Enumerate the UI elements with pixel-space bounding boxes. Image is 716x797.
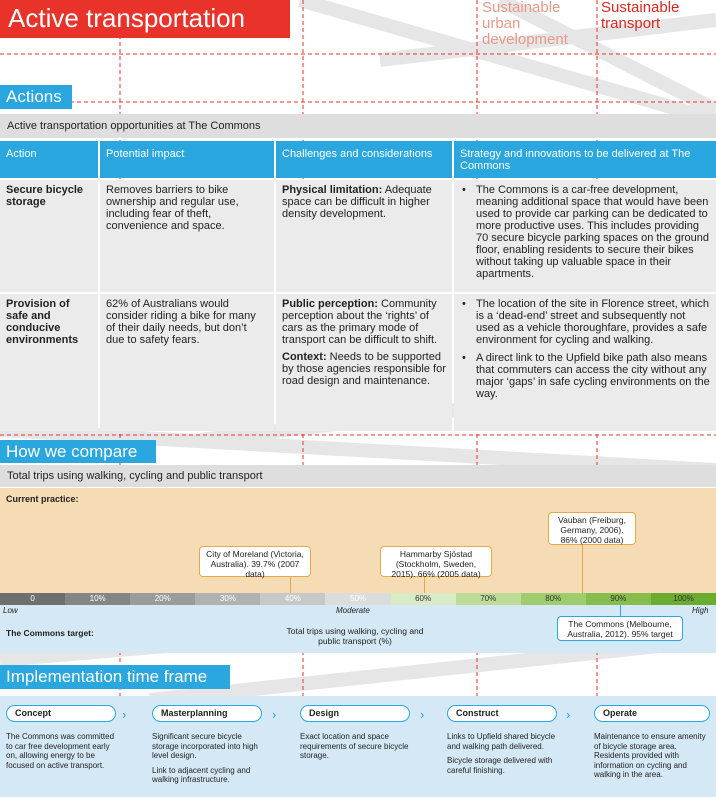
theme-label-transport: Sustainable transport <box>601 0 680 32</box>
challenge-text: Community perception about the ‘rights’ of cars as the primary mode of transport can be difficult to shift. <box>282 298 438 346</box>
challenge-text: Needs to be supported by those agencies responsible for road design and maintenance. <box>282 351 446 387</box>
challenge-label: Public perception: <box>282 298 378 310</box>
challenge-label: Context: <box>282 351 327 363</box>
page-title: Active transportation <box>0 0 290 38</box>
table-cell-strategy <box>454 294 716 431</box>
table-cell-impact: Removes barriers to bike ownership and regular use, including fear of theft, convenience and space. <box>100 180 274 292</box>
scale-segment: 70% <box>456 593 521 605</box>
step-text: Links to Upfield shared bicycle and walking path delivered. <box>447 732 556 751</box>
action-name: Provision of safe and conducive environments <box>6 298 79 346</box>
scale-low-label: Low <box>3 606 18 615</box>
step-label: Construct <box>447 705 557 722</box>
strategy-bullet: • The Commons is a car-free development, meaning additional space that would have been used to provide car parking can be dedicated to more productive uses. This includes providing 70 secure bicycle parking spaces on the ground floor, enabling residents to secure their bikes without taking up valuable space in their apartments. <box>460 184 710 280</box>
actions-table <box>0 141 716 431</box>
step-description <box>447 732 557 775</box>
step-description <box>594 732 710 780</box>
scale-segment: 40% <box>260 593 325 605</box>
table-cell-strategy <box>454 180 716 292</box>
table-cell-impact: 62% of Australians would consider riding a bike for many of their daily needs, but don’t due to safety fears. <box>100 294 274 431</box>
scale-segment: 20% <box>130 593 195 605</box>
scale-caption: Total trips using walking, cycling and public transport (%) <box>286 626 424 646</box>
scale-segment: 60% <box>391 593 456 605</box>
benchmark-callout-vauban: Vauban (Freiburg, Germany, 2006). 86% (2000 data) <box>548 512 636 545</box>
table-cell-challenges <box>276 294 452 431</box>
scale-segment: 50% <box>325 593 390 605</box>
step-text: Bicycle storage delivered with careful finishing. <box>447 756 553 775</box>
step-label: Concept <box>6 705 116 722</box>
theme-label-urban: Sustainable urban development <box>482 0 568 48</box>
timeline-step-construct <box>447 696 557 780</box>
step-text: Maintenance to ensure amenity of bicycle storage area. Residents provided with information on cycling and walking in the area. <box>594 732 706 779</box>
table-cell-action <box>0 294 98 431</box>
scale-segment: 90% <box>586 593 651 605</box>
scale-high-label: High <box>692 606 709 615</box>
strategy-bullet: • The location of the site in Florence street, which is a ‘dead-end’ street and subsequently not used as a vehicle thoroughfare, provides a safe environment for cycling and walking. <box>460 298 710 346</box>
step-description <box>300 732 410 761</box>
step-text: Significant secure bicycle storage incorporated into high level design. <box>152 732 258 760</box>
step-label: Masterplanning <box>152 705 262 722</box>
scale-moderate-label: Moderate <box>336 606 370 615</box>
step-label: Design <box>300 705 410 722</box>
challenge-label: Physical limitation: <box>282 184 383 196</box>
action-name: Secure bicycle storage <box>6 184 84 208</box>
table-cell-action <box>0 180 98 292</box>
scale-segment: 80% <box>521 593 586 605</box>
target-callout-commons: The Commons (Melbourne, Australia, 2012). 95% target <box>557 616 683 641</box>
column-header-action: Action <box>0 141 98 178</box>
timeline-step-operate <box>594 696 710 785</box>
timeline-step-masterplanning <box>152 696 262 790</box>
percentage-scale <box>0 593 716 605</box>
step-description <box>152 732 262 785</box>
target-label: The Commons target: <box>6 628 94 638</box>
challenge-text: Adequate space can be difficult in higher density development. <box>282 184 432 220</box>
chevron-right-icon: › <box>272 707 277 722</box>
step-text: The Commons was committed to car free development early on, allowing energy to be focused on active transport. <box>6 732 115 770</box>
callout-stem <box>620 605 621 616</box>
timeline-panel <box>0 696 716 797</box>
table-cell-challenges <box>276 180 452 292</box>
step-text: Exact location and space requirements of secure bicycle storage. <box>300 732 409 760</box>
chevron-right-icon: › <box>566 707 571 722</box>
current-practice-label: Current practice: <box>6 494 79 504</box>
scale-segment: 0 <box>0 593 65 605</box>
scale-segment: 100% <box>651 593 716 605</box>
chevron-right-icon: › <box>122 707 127 722</box>
benchmark-callout-hammarby: Hammarby Sjöstad (Stockholm, Sweden, 2015). 66% (2005 data) <box>380 546 492 577</box>
callout-stem <box>424 577 425 593</box>
step-text: Link to adjacent cycling and walking infrastructure. <box>152 765 251 784</box>
section-tab-actions: Actions <box>0 85 72 109</box>
timeline-step-design <box>300 696 410 766</box>
section-tab-compare: How we compare <box>0 440 156 463</box>
column-header-strategy: Strategy and innovations to be delivered at The Commons <box>454 141 716 178</box>
step-label: Operate <box>594 705 710 722</box>
section-tab-timeline: Implementation time frame <box>0 665 230 689</box>
comparison-scale-panel <box>0 488 716 653</box>
callout-stem <box>290 577 291 593</box>
column-header-impact: Potential impact <box>100 141 274 178</box>
compare-title-bar: Total trips using walking, cycling and public transport <box>0 465 716 487</box>
chevron-right-icon: › <box>420 707 425 722</box>
column-header-challenges: Challenges and considerations <box>276 141 452 178</box>
scale-segment: 10% <box>65 593 130 605</box>
strategy-bullet: • A direct link to the Upfield bike path also means that commuters can access the city without any major ‘gaps’ in safe cycling environments on the way. <box>460 352 710 400</box>
challenge-item <box>282 351 446 387</box>
timeline-step-concept <box>6 696 116 775</box>
scale-segment: 30% <box>195 593 260 605</box>
callout-stem <box>582 545 583 593</box>
challenge-item <box>282 298 446 346</box>
step-description <box>6 732 116 770</box>
table-caption: Active transportation opportunities at The Commons <box>0 114 716 138</box>
challenge-item <box>282 184 446 220</box>
benchmark-callout-moreland: City of Moreland (Victoria, Australia). 39.7% (2007 data) <box>199 546 311 577</box>
